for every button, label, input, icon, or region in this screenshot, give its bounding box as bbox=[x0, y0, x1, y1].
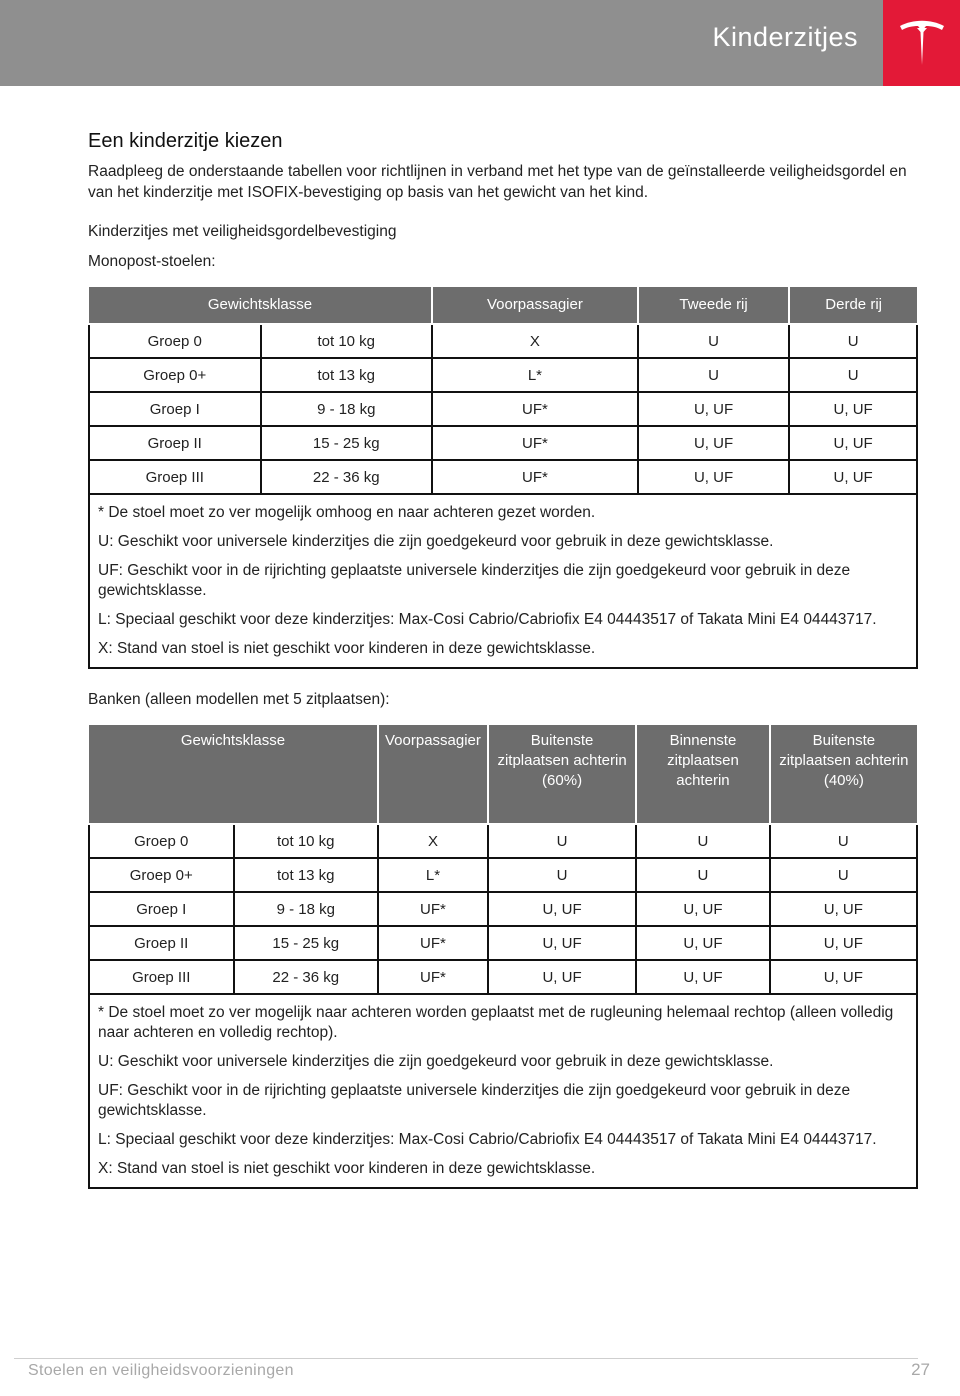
table-cell: Groep 0 bbox=[89, 824, 234, 858]
table-cell: U, UF bbox=[488, 926, 636, 960]
table-cell: U bbox=[636, 824, 769, 858]
table-cell: Groep III bbox=[89, 960, 234, 994]
table-cell: 15 - 25 kg bbox=[234, 926, 379, 960]
table-cell: U bbox=[638, 324, 789, 358]
note-text: * De stoel moet zo ver mogelijk omhoog en naar achteren gezet worden. bbox=[98, 504, 596, 521]
table-cell: Groep 0 bbox=[89, 324, 261, 358]
note-text: X: Stand van stoel is niet geschikt voor kinderen in deze gewichtsklasse. bbox=[98, 1160, 596, 1177]
header-cell: Buitenste zitplaatsen achterin (40%) bbox=[770, 725, 917, 824]
table-cell: U, UF bbox=[636, 892, 769, 926]
note-text: L: Speciaal geschikt voor deze kinderzitjes: Max-Cosi Cabrio/Cabriofix E4 04443517 of Takata Mini E4 04443717. bbox=[98, 1131, 877, 1148]
table-cell: X bbox=[432, 324, 638, 358]
header-cell: Derde rij bbox=[789, 287, 917, 324]
table-cell: tot 10 kg bbox=[261, 324, 433, 358]
table-cell: X bbox=[378, 824, 488, 858]
header-cell: Binnenste zitplaatsen achterin bbox=[636, 725, 769, 824]
logo-box bbox=[883, 0, 960, 86]
note-text: L: Speciaal geschikt voor deze kinderzitjes: Max-Cosi Cabrio/Cabriofix E4 04443517 of Takata Mini E4 04443717. bbox=[98, 611, 877, 628]
footer-divider bbox=[14, 1358, 918, 1359]
subtitle-text: Kinderzitjes met veiligheidsgordelbevestiging bbox=[88, 223, 397, 240]
table-cell: Groep III bbox=[89, 460, 261, 494]
table-row bbox=[89, 426, 917, 460]
header-cell: Gewichtsklasse bbox=[89, 725, 378, 824]
table-cell: U, UF bbox=[636, 926, 769, 960]
footer-section-name: Stoelen en veiligheidsvoorzieningen bbox=[28, 1362, 294, 1379]
table-cell: 22 - 36 kg bbox=[261, 460, 433, 494]
note-text: UF: Geschikt voor in de rijrichting geplaatste universele kinderzitjes die zijn goedgekeurd voor gebruik in deze gewichtsklasse. bbox=[98, 1082, 851, 1119]
table-cell: U, UF bbox=[638, 460, 789, 494]
table-row bbox=[89, 358, 917, 392]
table-cell: Groep 0+ bbox=[89, 358, 261, 392]
notes-row bbox=[89, 994, 917, 1188]
header-cell: Tweede rij bbox=[638, 287, 789, 324]
intro-text: Raadpleeg de onderstaande tabellen voor richtlijnen in verband met het type van de geïnstalleerde veiligheidsgordel en van het kinderzitje met ISOFIX-bevestiging op basis van het gewicht van het kind. bbox=[88, 163, 907, 201]
table-cell: tot 10 kg bbox=[234, 824, 379, 858]
notes-cell bbox=[89, 494, 917, 668]
table-cell: U, UF bbox=[770, 926, 917, 960]
table-cell: U, UF bbox=[488, 960, 636, 994]
table-row bbox=[89, 858, 917, 892]
table-cell: U bbox=[789, 358, 917, 392]
page-number: 27 bbox=[911, 1360, 930, 1379]
table-cell: L* bbox=[378, 858, 488, 892]
table-cell: UF* bbox=[378, 926, 488, 960]
notes-row bbox=[89, 494, 917, 668]
page-header-title: Kinderzitjes bbox=[712, 22, 858, 52]
table-cell: Groep I bbox=[89, 892, 234, 926]
table-cell: U, UF bbox=[789, 392, 917, 426]
table-cell: U bbox=[770, 858, 917, 892]
header-cell: Gewichtsklasse bbox=[89, 287, 432, 324]
table1-label: Monopost-stoelen: bbox=[88, 253, 216, 270]
tesla-logo-icon bbox=[897, 17, 947, 69]
table-cell: U bbox=[488, 858, 636, 892]
table-cell: U bbox=[638, 358, 789, 392]
table-cell: tot 13 kg bbox=[234, 858, 379, 892]
table-cell: 9 - 18 kg bbox=[261, 392, 433, 426]
table-cell: 15 - 25 kg bbox=[261, 426, 433, 460]
table-row bbox=[89, 392, 917, 426]
page-header bbox=[0, 0, 960, 86]
table-cell: tot 13 kg bbox=[261, 358, 433, 392]
table-row bbox=[89, 460, 917, 494]
page-content bbox=[88, 130, 918, 1189]
table-cell: U, UF bbox=[638, 392, 789, 426]
table-header-row bbox=[89, 287, 917, 324]
table-cell: UF* bbox=[432, 392, 638, 426]
table-cell: UF* bbox=[432, 426, 638, 460]
table-header-row bbox=[89, 725, 917, 824]
table-cell: 9 - 18 kg bbox=[234, 892, 379, 926]
table-cell: U, UF bbox=[636, 960, 769, 994]
table-row bbox=[89, 824, 917, 858]
notes-cell bbox=[89, 994, 917, 1188]
table-cell: UF* bbox=[378, 960, 488, 994]
note-text: U: Geschikt voor universele kinderzitjes die zijn goedgekeurd voor gebruik in deze gewichtsklasse. bbox=[98, 1053, 774, 1070]
monopost-table bbox=[88, 287, 918, 669]
table-cell: UF* bbox=[378, 892, 488, 926]
header-cell: Buitenste zitplaatsen achterin (60%) bbox=[488, 725, 636, 824]
note-text: X: Stand van stoel is niet geschikt voor kinderen in deze gewichtsklasse. bbox=[98, 640, 596, 657]
note-text: * De stoel moet zo ver mogelijk naar achteren worden geplaatst met de rugleuning helemaal rechtop (alleen volledig naar achteren en volledig rechtop). bbox=[98, 1004, 894, 1041]
table-cell: U, UF bbox=[789, 460, 917, 494]
table-cell: Groep I bbox=[89, 392, 261, 426]
note-text: UF: Geschikt voor in de rijrichting geplaatste universele kinderzitjes die zijn goedgekeurd voor gebruik in deze gewichtsklasse. bbox=[98, 562, 851, 599]
table-cell: L* bbox=[432, 358, 638, 392]
table-cell: UF* bbox=[432, 460, 638, 494]
table-cell: U bbox=[488, 824, 636, 858]
table-cell: U, UF bbox=[789, 426, 917, 460]
table-cell: Groep II bbox=[89, 426, 261, 460]
header-cell: Voorpassagier bbox=[432, 287, 638, 324]
table-cell: Groep II bbox=[89, 926, 234, 960]
table-cell: U bbox=[770, 824, 917, 858]
table-cell: U bbox=[789, 324, 917, 358]
table-cell: U, UF bbox=[638, 426, 789, 460]
table-cell: U, UF bbox=[488, 892, 636, 926]
table2-label: Banken (alleen modellen met 5 zitplaatsen): bbox=[88, 691, 390, 708]
section-title: Een kinderzitje kiezen bbox=[88, 130, 283, 152]
table-row bbox=[89, 926, 917, 960]
note-text: U: Geschikt voor universele kinderzitjes die zijn goedgekeurd voor gebruik in deze gewichtsklasse. bbox=[98, 533, 774, 550]
table-row bbox=[89, 960, 917, 994]
table-row bbox=[89, 324, 917, 358]
table-cell: 22 - 36 kg bbox=[234, 960, 379, 994]
table-cell: U bbox=[636, 858, 769, 892]
table-row bbox=[89, 892, 917, 926]
header-cell: Voorpassagier bbox=[378, 725, 488, 824]
banken-table bbox=[88, 725, 918, 1189]
table-cell: Groep 0+ bbox=[89, 858, 234, 892]
table-cell: U, UF bbox=[770, 960, 917, 994]
table-cell: U, UF bbox=[770, 892, 917, 926]
